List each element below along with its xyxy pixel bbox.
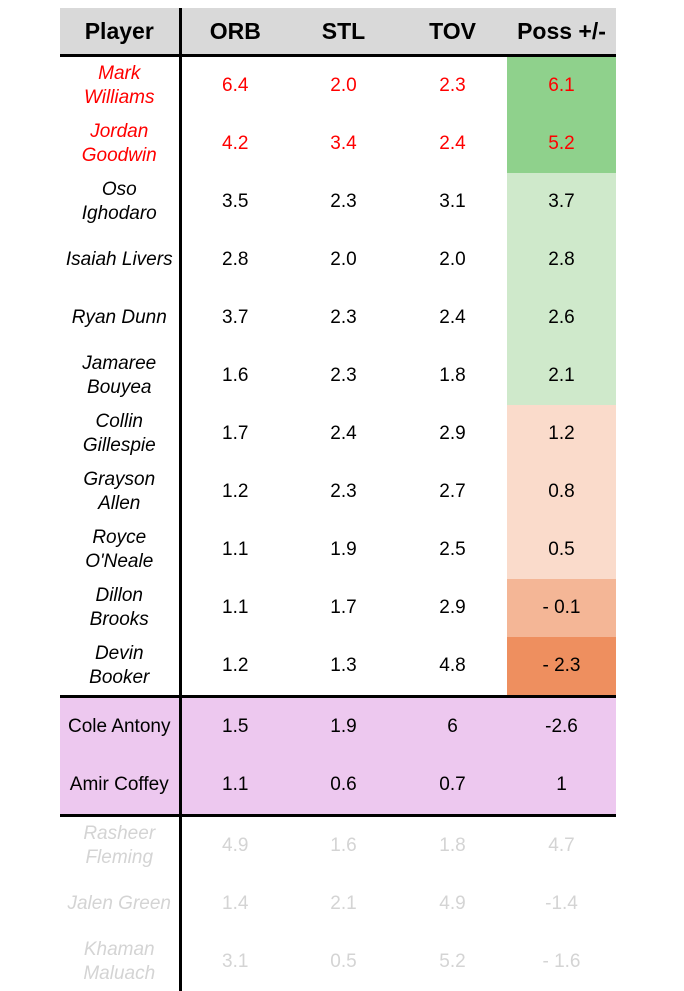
orb-cell: 4.2 xyxy=(180,115,289,173)
poss-plus-minus-cell: 2.6 xyxy=(507,289,616,347)
stl-cell: 1.9 xyxy=(289,521,398,579)
stl-cell: 2.3 xyxy=(289,463,398,521)
orb-cell: 6.4 xyxy=(180,56,289,116)
orb-cell: 1.2 xyxy=(180,463,289,521)
poss-plus-minus-cell: 0.8 xyxy=(507,463,616,521)
table-row xyxy=(60,579,616,637)
orb-cell: 1.1 xyxy=(180,521,289,579)
stl-cell: 2.3 xyxy=(289,289,398,347)
tov-cell: 3.1 xyxy=(398,173,507,231)
poss-plus-minus-cell: 1 xyxy=(507,756,616,816)
player-name-cell: Khaman Maluach xyxy=(60,933,180,991)
table-row xyxy=(60,231,616,289)
table-row xyxy=(60,463,616,521)
column-header-player: Player xyxy=(60,8,180,56)
tov-cell: 4.9 xyxy=(398,875,507,933)
table-row xyxy=(60,115,616,173)
orb-cell: 1.4 xyxy=(180,875,289,933)
stl-cell: 1.3 xyxy=(289,637,398,697)
poss-plus-minus-cell: 3.7 xyxy=(507,173,616,231)
orb-cell: 1.6 xyxy=(180,347,289,405)
tov-cell: 2.9 xyxy=(398,579,507,637)
tov-cell: 2.9 xyxy=(398,405,507,463)
table-row xyxy=(60,933,616,991)
poss-plus-minus-cell: 2.8 xyxy=(507,231,616,289)
player-name-cell: Cole Antony xyxy=(60,697,180,757)
stl-cell: 2.4 xyxy=(289,405,398,463)
player-name-cell: Isaiah Livers xyxy=(60,231,180,289)
tov-cell: 2.3 xyxy=(398,56,507,116)
player-name-cell: Oso Ighodaro xyxy=(60,173,180,231)
tov-cell: 2.5 xyxy=(398,521,507,579)
stl-cell: 2.3 xyxy=(289,173,398,231)
table-row xyxy=(60,173,616,231)
orb-cell: 1.5 xyxy=(180,697,289,757)
player-stats-table xyxy=(60,8,616,991)
player-name-cell: Jalen Green xyxy=(60,875,180,933)
poss-plus-minus-cell: 4.7 xyxy=(507,816,616,876)
table-row xyxy=(60,347,616,405)
poss-plus-minus-cell: -1.4 xyxy=(507,875,616,933)
table-row xyxy=(60,521,616,579)
stl-cell: 1.7 xyxy=(289,579,398,637)
tov-cell: 2.4 xyxy=(398,115,507,173)
column-header-poss: Poss +/- xyxy=(507,8,616,56)
player-name-cell: Royce O'Neale xyxy=(60,521,180,579)
stl-cell: 2.3 xyxy=(289,347,398,405)
poss-plus-minus-cell: - 2.3 xyxy=(507,637,616,697)
player-name-cell: Rasheer Fleming xyxy=(60,816,180,876)
poss-plus-minus-cell: 5.2 xyxy=(507,115,616,173)
stl-cell: 2.0 xyxy=(289,231,398,289)
orb-cell: 3.7 xyxy=(180,289,289,347)
tov-cell: 4.8 xyxy=(398,637,507,697)
header-row xyxy=(60,8,616,56)
stl-cell: 0.6 xyxy=(289,756,398,816)
orb-cell: 1.7 xyxy=(180,405,289,463)
table-header xyxy=(60,8,616,56)
player-name-cell: Amir Coffey xyxy=(60,756,180,816)
poss-plus-minus-cell: -2.6 xyxy=(507,697,616,757)
table-row xyxy=(60,697,616,757)
tov-cell: 1.8 xyxy=(398,816,507,876)
player-name-cell: Jordan Goodwin xyxy=(60,115,180,173)
poss-plus-minus-cell: 1.2 xyxy=(507,405,616,463)
tov-cell: 0.7 xyxy=(398,756,507,816)
tov-cell: 2.0 xyxy=(398,231,507,289)
tov-cell: 6 xyxy=(398,697,507,757)
player-name-cell: Dillon Brooks xyxy=(60,579,180,637)
stl-cell: 0.5 xyxy=(289,933,398,991)
table-row xyxy=(60,56,616,116)
player-name-cell: Collin Gillespie xyxy=(60,405,180,463)
orb-cell: 3.1 xyxy=(180,933,289,991)
tov-cell: 5.2 xyxy=(398,933,507,991)
stats-sheet xyxy=(0,8,684,982)
column-header-tov: TOV xyxy=(398,8,507,56)
stl-cell: 2.0 xyxy=(289,56,398,116)
stl-cell: 1.9 xyxy=(289,697,398,757)
tov-cell: 1.8 xyxy=(398,347,507,405)
column-header-orb: ORB xyxy=(180,8,289,56)
stl-cell: 3.4 xyxy=(289,115,398,173)
player-name-cell: Grayson Allen xyxy=(60,463,180,521)
tov-cell: 2.4 xyxy=(398,289,507,347)
stl-cell: 1.6 xyxy=(289,816,398,876)
orb-cell: 1.1 xyxy=(180,579,289,637)
poss-plus-minus-cell: 0.5 xyxy=(507,521,616,579)
orb-cell: 4.9 xyxy=(180,816,289,876)
poss-plus-minus-cell: - 1.6 xyxy=(507,933,616,991)
orb-cell: 3.5 xyxy=(180,173,289,231)
orb-cell: 1.1 xyxy=(180,756,289,816)
stl-cell: 2.1 xyxy=(289,875,398,933)
poss-plus-minus-cell: 2.1 xyxy=(507,347,616,405)
player-name-cell: Ryan Dunn xyxy=(60,289,180,347)
table-row xyxy=(60,637,616,697)
poss-plus-minus-cell: 6.1 xyxy=(507,56,616,116)
table-row xyxy=(60,875,616,933)
table-row xyxy=(60,289,616,347)
table-row xyxy=(60,405,616,463)
player-name-cell: Devin Booker xyxy=(60,637,180,697)
column-header-stl: STL xyxy=(289,8,398,56)
orb-cell: 1.2 xyxy=(180,637,289,697)
player-name-cell: Mark Williams xyxy=(60,56,180,116)
table-body xyxy=(60,56,616,991)
player-name-cell: Jamaree Bouyea xyxy=(60,347,180,405)
orb-cell: 2.8 xyxy=(180,231,289,289)
poss-plus-minus-cell: - 0.1 xyxy=(507,579,616,637)
tov-cell: 2.7 xyxy=(398,463,507,521)
table-row xyxy=(60,756,616,816)
table-row xyxy=(60,816,616,876)
